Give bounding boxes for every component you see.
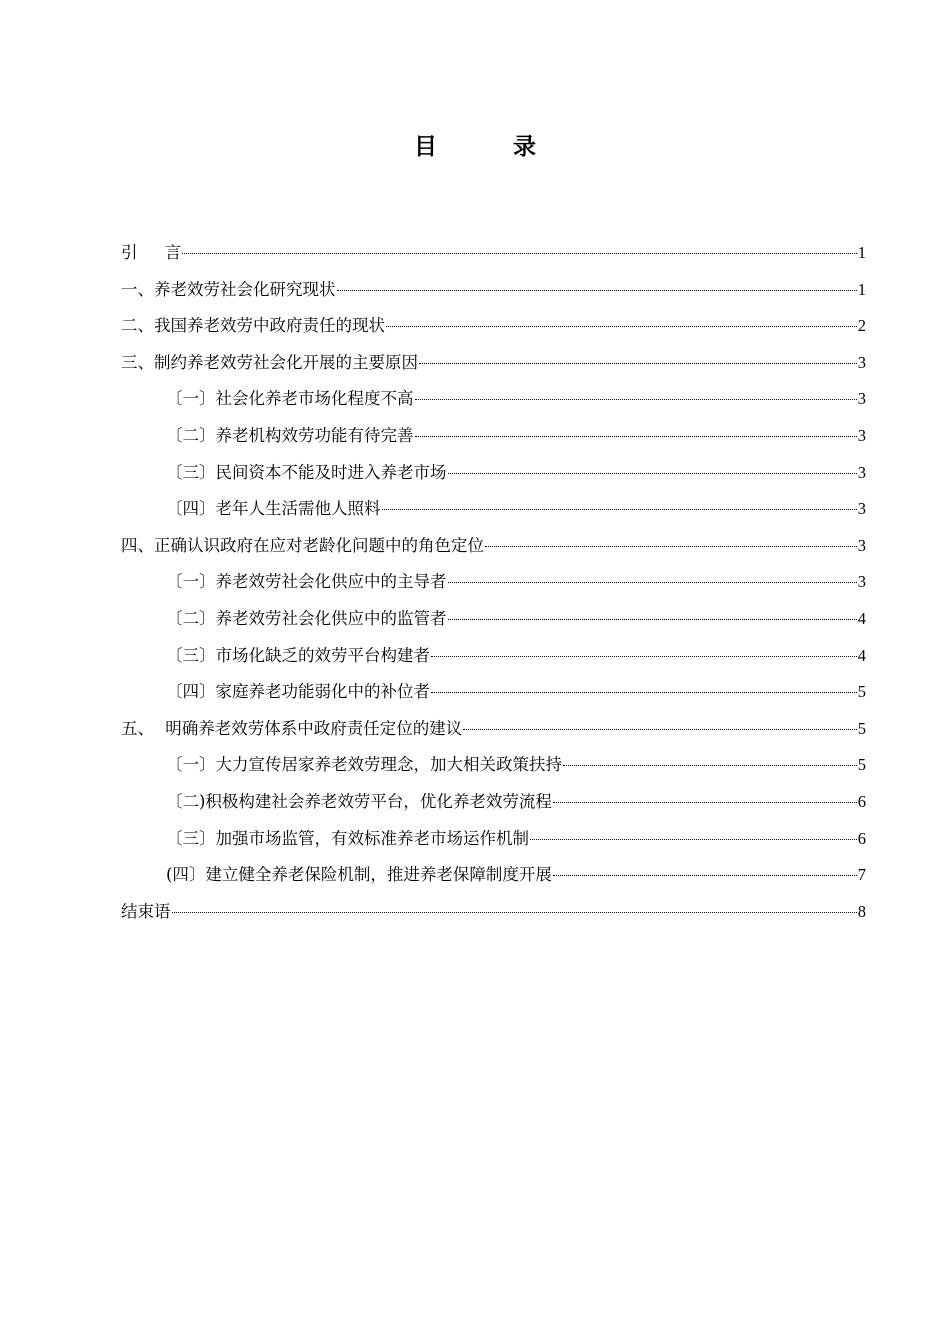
toc-leader-dots — [431, 692, 857, 693]
toc-entry-page: 1 — [857, 243, 866, 262]
toc-entry-section-1[interactable] — [121, 272, 866, 309]
toc-entry-conclusion[interactable] — [121, 894, 866, 931]
toc-entry-page: 7 — [857, 865, 866, 885]
toc-entry-page: 6 — [857, 828, 866, 848]
toc-entry-page: 5 — [857, 682, 866, 702]
toc-leader-dots — [448, 582, 857, 583]
toc-entry-section-4-4[interactable] — [121, 674, 866, 711]
toc-entry-label: 结束语 — [121, 901, 171, 921]
toc-leader-dots — [419, 363, 857, 364]
toc-leader-dots — [415, 399, 857, 400]
toc-entry-section-3-3[interactable] — [121, 455, 866, 492]
toc-entry-label: 二、我国养老效劳中政府责任的现状 — [121, 316, 385, 336]
toc-leader-dots — [415, 436, 857, 437]
toc-entry-page: 3 — [857, 572, 866, 592]
toc-entry-section-5-3[interactable] — [121, 821, 866, 858]
toc-entry-label: 〔二〕养老效劳社会化供应中的监管者 — [166, 608, 447, 628]
toc-leader-dots — [553, 875, 857, 876]
toc-entry-label: 〔一〕社会化养老市场化程度不高 — [166, 389, 414, 409]
toc-entry-label: 五、 明确养老效劳体系中政府责任定位的建议 — [121, 718, 463, 738]
toc-entry-section-5-2[interactable] — [121, 784, 866, 821]
toc-entry-label: 〔一〕养老效劳社会化供应中的主导者 — [166, 572, 447, 592]
toc-entry-label: 〔四〕老年人生活需他人照料 — [166, 499, 381, 519]
toc-entry-page: 4 — [857, 608, 866, 628]
toc-entry-label: 一、养老效劳社会化研究现状 — [121, 279, 336, 299]
toc-entry-section-3-2[interactable] — [121, 418, 866, 455]
toc-entry-section-4-1[interactable] — [121, 564, 866, 601]
toc-leader-dots — [337, 290, 857, 291]
toc-leader-dots — [553, 802, 857, 803]
toc-entry-page: 3 — [857, 535, 866, 555]
toc-entry-label: 四、正确认识政府在应对老龄化问题中的角色定位 — [121, 535, 484, 555]
toc-leader-dots — [172, 912, 857, 913]
toc-entry-page: 3 — [857, 352, 866, 372]
table-of-contents — [121, 235, 866, 930]
toc-leader-dots — [431, 656, 857, 657]
toc-entry-label: 〔一〕大力宣传居家养老效劳理念，加大相关政策扶持 — [166, 755, 562, 775]
toc-entry-page: 3 — [857, 389, 866, 409]
toc-entry-page: 3 — [857, 499, 866, 519]
toc-entry-page: 3 — [857, 462, 866, 482]
toc-leader-dots — [530, 839, 857, 840]
toc-leader-dots — [563, 765, 857, 766]
toc-entry-section-2[interactable] — [121, 308, 866, 345]
toc-entry-page: 1 — [857, 279, 866, 299]
toc-leader-dots — [485, 546, 857, 547]
toc-entry-page: 6 — [857, 791, 866, 811]
toc-entry-page: 5 — [857, 755, 866, 775]
toc-entry-page: 4 — [857, 645, 866, 665]
toc-entry-page: 5 — [857, 718, 866, 738]
toc-entry-section-4-3[interactable] — [121, 638, 866, 675]
toc-entry-label: 〔四〕家庭养老功能弱化中的补位者 — [166, 682, 430, 702]
toc-leader-dots — [182, 253, 857, 254]
toc-entry-page: 3 — [857, 425, 866, 445]
toc-entry-section-3[interactable] — [121, 345, 866, 382]
toc-entry-section-3-4[interactable] — [121, 491, 866, 528]
toc-entry-intro[interactable] — [121, 235, 866, 272]
toc-entry-section-5-1[interactable] — [121, 747, 866, 784]
toc-entry-section-4[interactable] — [121, 528, 866, 565]
toc-leader-dots — [448, 619, 857, 620]
toc-entry-section-5-4[interactable] — [121, 857, 866, 894]
toc-entry-label: 引 言 — [121, 243, 182, 262]
toc-leader-dots — [448, 473, 857, 474]
toc-title: 目 录 — [413, 134, 570, 160]
toc-leader-dots — [382, 509, 857, 510]
toc-entry-label: 〔三〕加强市场监管，有效标准养老市场运作机制 — [166, 828, 529, 848]
toc-entry-section-4-2[interactable] — [121, 601, 866, 638]
toc-entry-section-3-1[interactable] — [121, 381, 866, 418]
toc-entry-page: 8 — [857, 901, 866, 921]
toc-entry-page: 2 — [857, 316, 866, 336]
toc-entry-label: (四〕建立健全养老保险机制，推进养老保障制度开展 — [166, 865, 552, 885]
toc-entry-label: 三、制约养老效劳社会化开展的主要原因 — [121, 352, 418, 372]
toc-entry-label: 〔三〕市场化缺乏的效劳平台构建者 — [166, 645, 430, 665]
toc-entry-section-5[interactable] — [121, 711, 866, 748]
toc-entry-label: 〔三〕民间资本不能及时进入养老市场 — [166, 462, 447, 482]
toc-leader-dots — [463, 729, 857, 730]
toc-leader-dots — [386, 326, 857, 327]
toc-entry-label: 〔二〕养老机构效劳功能有待完善 — [166, 425, 414, 445]
toc-entry-label: 〔二)积极构建社会养老效劳平台，优化养老效劳流程 — [166, 791, 552, 811]
